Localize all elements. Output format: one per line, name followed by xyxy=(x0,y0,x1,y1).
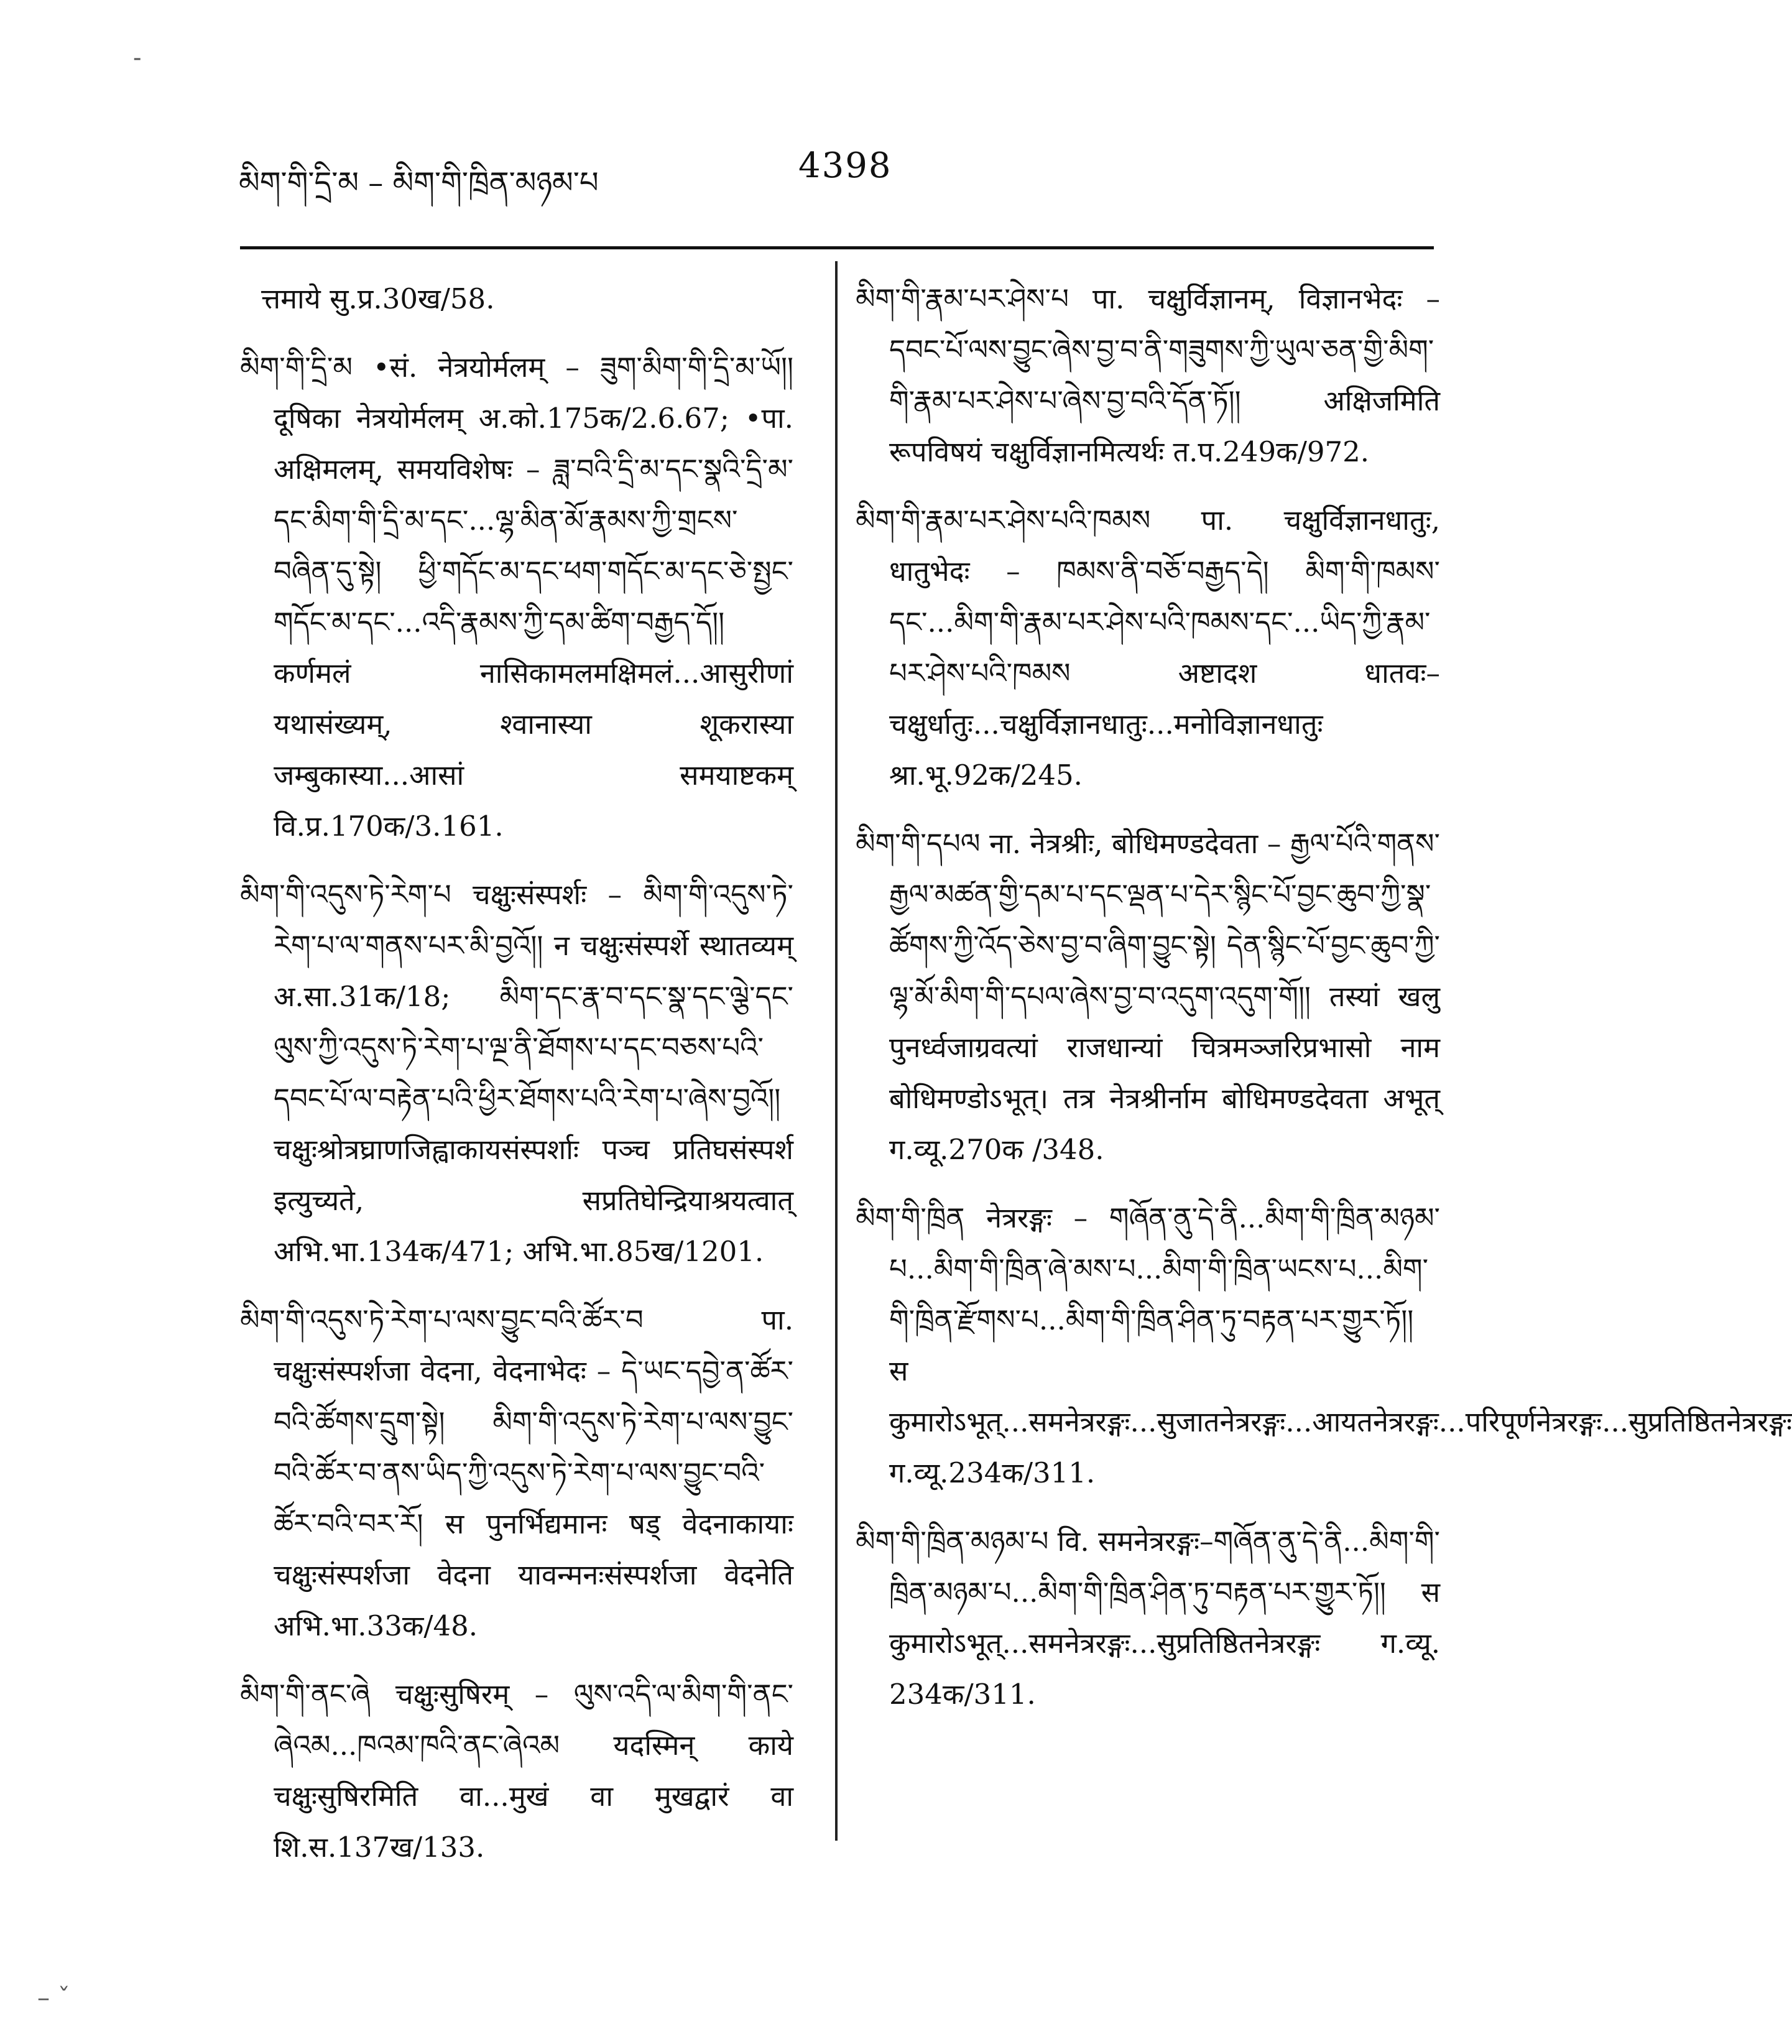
right-column xyxy=(856,274,1792,1737)
scan-mark-top: - xyxy=(133,44,142,72)
column-divider xyxy=(835,261,838,1841)
entry-mig-gi-dpal: མིག་གི་དཔལ ना. नेत्रश्रीः, बोधिमण्डदेवता – རྒྱལ་པོའི་གནས་རྒྱལ་མཚན་གྱི་དམ་པ་དང་ལྡན་པ་དེར་སྙིང་པོ་བྱང་ཆུབ་ཀྱི་སྣ་ཚོགས་ཀྱི་འོད་ཅེས་བྱ་བ་ཞིག་བྱུང་སྟེ། དེན་སྙིང་པོ་བྱང་ཆུབ་ཀྱི་ལྷ་མོ་མིག་གི་དཔལ་ཞེས་བྱ་བ་འདུག་འདུག་གོ།། तस्यां खलु पुनर्ध्वजाग्रवत्यां राजधान्यां चित्रमञ्जरिप्रभासो नाम बोधिमण्डोऽभूत्। तत्र नेत्रश्रीर्नाम बोधिमण्डदेवता अभूत् ग.व्यू.270क /348. xyxy=(856,827,1440,1166)
entry-mig-gi-nang-zhe: མིག་གི་ནང་ཞེ चक्षुःसुषिरम् – ལུས་འདི་ལ་མིག་གི་ནང་ཞེའམ...ཁའམ་ཁའི་ནང་ཞེའམ यदस्मिन् काये चक्षुःसुषिरमिति वा...मुखं वा मुखद्वारं वा शि.स.137ख/133. xyxy=(240,1678,793,1864)
entry-mig-gi-dri-ma: མིག་གི་དྲི་མ •सं. नेत्रयोर्मलम् – ཟུག་མིག་གི་དྲི་མ་ཡོ།། दूषिका नेत्रयोर्मलम् अ.को.175क/2.6.67; •पा. अक्षिमलम्, समयविशेषः – ཟླ་བའི་དྲི་མ་དང་སྣའི་དྲི་མ་དང་མིག་གི་དྲི་མ་དང་...ལྷ་མིན་མོ་རྣམས་ཀྱི་གྲངས་བཞིན་དུ་སྟེ། ཕྱི་གདོང་མ་དང་ཕག་གདོང་མ་དང་ཅེ་སྤྱང་གདོང་མ་དང་...འདི་རྣམས་ཀྱི་དམ་ཚིག་བརྒྱད་དོ།། कर्णमलं नासिकामलमक्षिमलं...आसुरीणां यथासंख्यम्, श्वानास्या शूकरास्या जम्बुकास्या...आसां समयाष्टकम् वि.प्र.170क/3.161. xyxy=(240,351,793,843)
entry-continuation: त्तमाये सु.प्र.30ख/58. xyxy=(261,282,495,315)
entry-mig-gi-rnam-par-shes-pai-khams: མིག་གི་རྣམ་པར་ཤེས་པའི་ཁམས पा. चक्षुर्विज्ञानधातुः, धातुभेदः – ཁམས་ནི་བཅོ་བརྒྱད་དེ། མིག་གི་ཁམས་དང་...མིག་གི་རྣམ་པར་ཤེས་པའི་ཁམས་དང་...ཡིད་ཀྱི་རྣམ་པར་ཤེས་པའི་ཁམས अष्टादश धातवः–चक्षुर्धातुः...चक्षुर्विज्ञानधातुः...मनोविज्ञानधातुः श्रा.भू.92क/245. xyxy=(856,504,1440,792)
header-headwords: མིག་གི་དྲི་མ – མིག་གི་ཁྲིན་མཉམ་པ xyxy=(239,165,599,200)
entry-mig-gi-rnam-par-shes-pa: མིག་གི་རྣམ་པར་ཤེས་པ पा. चक्षुर्विज्ञानम्, विज्ञानभेदः – དབང་པོ་ལས་བྱུང་ཞེས་བྱ་བ་ནི་གཟུགས་ཀྱི་ཡུལ་ཅན་གྱི་མིག་གི་རྣམ་པར་ཤེས་པ་ཞེས་བྱ་བའི་དོན་ཏོ།། अक्षिजमिति रूपविषयं चक्षुर्विज्ञानमित्यर्थः त.प.249क/972. xyxy=(856,282,1440,468)
header-rule xyxy=(240,246,1434,249)
scan-mark-bottom: – ˇ xyxy=(37,1984,70,2012)
running-header xyxy=(239,146,1408,200)
entry-mig-gi-khrin-mnyam-pa: མིག་གི་ཁྲིན་མཉམ་པ वि. समनेत्ररङ्गः–གཞོན་ནུ་དེ་ནི...མིག་གི་ཁྲིན་མཉམ་པ...མིག་གི་ཁྲིན་ཤིན་ཏུ་བརྟན་པར་གྱུར་ཏོ།། स कुमारोऽभूत्...समनेत्ररङ्गः...सुप्रतिष्ठितनेत्ररङ्गः ग.व्यू. 234क/311. xyxy=(856,1525,1440,1711)
entry-mig-gi-dus-te-reg-pa-las-byung-bai-tshor-ba: མིག་གི་འདུས་ཏེ་རེག་པ་ལས་བྱུང་བའི་ཚོར་བ पा. चक्षुःसंस्पर्शजा वेदना, वेदनाभेदः – དེ་ཡང་དབྱེ་ན་ཚོར་བའི་ཚོགས་དྲུག་སྟེ། མིག་གི་འདུས་ཏེ་རེག་པ་ལས་བྱུང་བའི་ཚོར་བ་ནས་ཡིད་ཀྱི་འདུས་ཏེ་རེག་པ་ལས་བྱུང་བའི་ཚོར་བའི་བར་རོ། स पुनर्भिद्यमानः षड् वेदनाकायाः चक्षुःसंस्पर्शजा वेदना यावन्मनःसंस्पर्शजा वेदनेति अभि.भा.33क/48. xyxy=(240,1303,793,1642)
page-number: 4398 xyxy=(798,146,892,186)
left-column xyxy=(240,274,793,1890)
entry-mig-gi-khrin: མིག་གི་ཁྲིན नेत्ररङ्गः – གཞོན་ནུ་དེ་ནི...མིག་གི་ཁྲིན་མཉམ་པ...མིག་གི་ཁྲིན་ཞེ་མས་པ...མིག་གི་ཁྲིན་ཡངས་པ...མིག་གི་ཁྲིན་རྫོགས་པ...མིག་གི་ཁྲིན་ཤིན་ཏུ་བརྟན་པར་གྱུར་ཏོ།། स कुमारोऽभूत्...समनेत्ररङ्गः...सुजातनेत्ररङ्गः...आयतनेत्ररङ्गः...परिपूर्णनेत्ररङ्गः...सुप्रतिष्ठितनेत्ररङ्गः ग.व्यू.234क/311. xyxy=(856,1201,1792,1489)
entry-mig-gi-dus-te-reg-pa: མིག་གི་འདུས་ཏེ་རེག་པ चक्षुःसंस्पर्शः – མིག་གི་འདུས་ཏེ་རེག་པ་ལ་གནས་པར་མི་བྱའོ།། न चक्षुःसंस्पर्शे स्थातव्यम् अ.सा.31क/18; མིག་དང་རྣ་བ་དང་སྣ་དང་ལྕེ་དང་ལུས་ཀྱི་འདུས་ཏེ་རེག་པ་ལྔ་ནི་ཐོགས་པ་དང་བཅས་པའི་དབང་པོ་ལ་བརྟེན་པའི་ཕྱིར་ཐོགས་པའི་རེག་པ་ཞེས་བྱའོ།། चक्षुःश्रोत्रघ्राणजिह्वाकायसंस्पर्शाः पञ्च प्रतिघसंस्पर्श इत्युच्यते, सप्रतिघेन्द्रियाश्रयत्वात् अभि.भा.134क/471; अभि.भा.85ख/1201. xyxy=(240,878,793,1268)
